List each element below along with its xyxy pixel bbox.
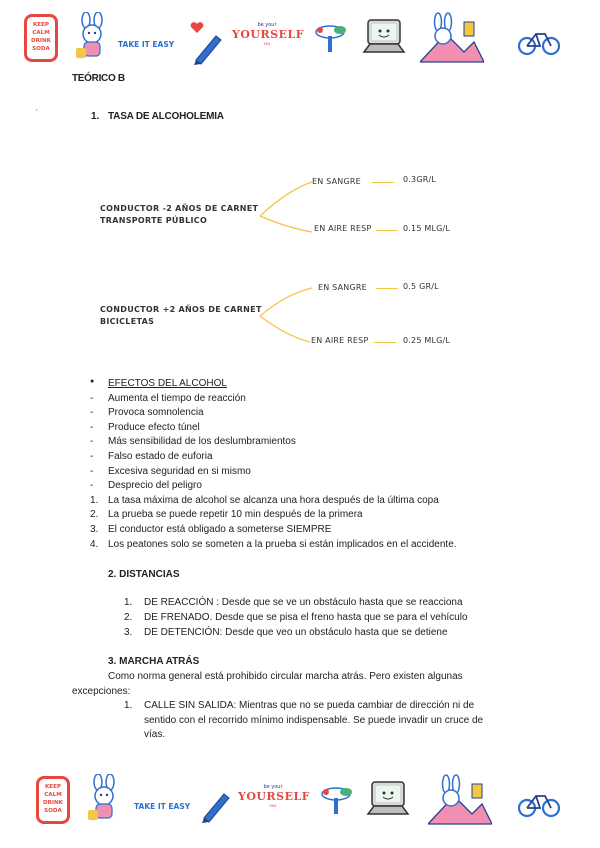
dash-marker: -: [90, 407, 94, 419]
page-title: TEÓRICO B: [72, 73, 125, 84]
distance-item-text: DE REACCIÓN : Desde que se ve un obstáculo hasta que se reacciona: [144, 597, 463, 608]
yourself-small-text: be your: [257, 22, 277, 28]
section3-title: 3. MARCHA ATRÁS: [108, 656, 200, 667]
alcohol-fact-text: El conductor está obligado a someterse SIEMPRE: [108, 524, 332, 535]
item-number: 2.: [90, 509, 99, 521]
item-number: 3.: [90, 524, 99, 535]
item-number: 1.: [124, 597, 133, 608]
pen-icon: [190, 30, 224, 66]
dash-marker: -: [90, 465, 94, 477]
yourself-sticker: [238, 784, 311, 808]
section3-item-line: vías.: [144, 729, 166, 741]
keep-calm-word: SODA: [32, 46, 50, 52]
dash-marker: -: [90, 480, 94, 492]
effect-item-text: Provoca somnolencia: [108, 407, 204, 419]
bunny-icon: [72, 12, 112, 64]
laptop-icon: [366, 778, 410, 822]
take-it-easy-sticker: TAKE IT EASY: [134, 802, 191, 811]
yourself-tail-text: xxx: [263, 41, 271, 46]
bullet-icon: ●: [90, 378, 95, 385]
pen-icon: [198, 788, 232, 824]
dash-marker: -: [90, 451, 94, 462]
diagram2-subject-line: CONDUCTOR +2 AÑOS DE CARNET: [100, 305, 262, 314]
effect-item-text: Desprecio del peligro: [108, 480, 202, 492]
diagram1-subject-line: TRANSPORTE PÚBLICO: [100, 216, 208, 225]
bicycle-icon: [518, 28, 560, 56]
laptop-icon: [362, 16, 406, 60]
effects-heading: EFECTOS DEL ALCOHOL: [108, 378, 227, 389]
keep-calm-sticker: [36, 776, 70, 824]
diagram1-subject-line: CONDUCTOR -2 AÑOS DE CARNET: [100, 204, 259, 213]
alcohol-rate-diagram-1: [0, 160, 600, 250]
alcohol-rate-diagram-2: [0, 270, 600, 360]
effect-item-text: Falso estado de euforia: [108, 451, 213, 462]
distance-item-text: DE DETENCIÓN: Desde que veo un obstáculo hasta que se detiene: [144, 627, 448, 638]
section3-item-line: sentido con el recorrido mínimo indispensable. Se puede invadir un cruce de: [144, 714, 484, 726]
diagram2-connector-top: [376, 288, 398, 289]
item-number: 2.: [124, 612, 133, 623]
dash-marker: -: [90, 436, 94, 448]
diagram2-subject-line: BICICLETAS: [100, 317, 155, 326]
yourself-word: YOURSELF: [232, 28, 305, 41]
bunny-icon: [84, 774, 124, 826]
parasol-icon: [316, 782, 356, 822]
section3-item-line: CALLE SIN SALIDA: Mientras que no se pueda cambiar de dirección ni de: [144, 700, 475, 711]
alcohol-fact-text: La tasa máxima de alcohol se alcanza una hora después de la última copa: [108, 494, 439, 506]
keep-calm-sticker: [24, 14, 58, 62]
keep-calm-word: DRINK: [42, 800, 64, 806]
keep-calm-word: CALM: [44, 792, 62, 798]
diagram2-value-bottom: 0.25 MLG/L: [403, 336, 451, 345]
bullet-mark: ': [36, 108, 38, 117]
effect-item-text: Aumenta el tiempo de reacción: [108, 392, 246, 404]
diagram2-branch-top: EN SANGRE: [318, 283, 367, 292]
keep-calm-word: SODA: [44, 808, 62, 814]
diagram1-value-bottom: 0.15 MLG/L: [403, 224, 451, 233]
sticker-row-bottom: [0, 772, 600, 832]
diagram2-branch-lines: [258, 286, 318, 346]
item-number: 1.: [90, 494, 99, 506]
yourself-word: YOURSELF: [238, 790, 311, 803]
bicycle-icon: [518, 790, 560, 818]
keep-calm-word: CALM: [32, 30, 50, 36]
diagram2-value-top: 0.5 GR/L: [403, 282, 439, 291]
section3-item-text: [144, 699, 483, 743]
alcohol-fact-text: La prueba se puede repetir 10 min después de la primera: [108, 509, 363, 521]
diagram1-value-top: 0.3GR/L: [403, 175, 437, 184]
distance-item-text: DE FRENADO. Desde que se pisa el freno hasta que se para el vehículo: [144, 612, 468, 623]
bunny-mountain-icon: [428, 774, 492, 830]
section3-item-number: 1.: [124, 700, 133, 711]
yourself-small-text: be your: [263, 784, 283, 790]
diagram2-branch-bottom: EN AIRE RESP: [311, 336, 369, 345]
alcohol-fact-text: Los peatones solo se someten a la prueba si están implicados en el accidente.: [108, 538, 457, 550]
diagram1-branch-lines: [258, 180, 318, 234]
keep-calm-word: KEEP: [32, 22, 50, 28]
section3-intro-line2: excepciones:: [72, 686, 131, 697]
take-it-easy-sticker: TAKE IT EASY: [118, 40, 175, 49]
diagram1-connector-bottom: [376, 230, 398, 231]
yourself-tail-text: xxx: [269, 803, 277, 808]
section3-intro-line1: Como norma general está prohibido circular marcha atrás. Pero existen algunas: [108, 671, 463, 682]
sticker-row-top: [0, 12, 600, 72]
effect-item-text: Produce efecto túnel: [108, 421, 200, 433]
section1-title: TASA DE ALCOHOLEMIA: [108, 111, 224, 122]
item-number: 3.: [124, 627, 133, 638]
keep-calm-word: DRINK: [30, 38, 52, 44]
item-number: 4.: [90, 538, 99, 550]
yourself-sticker: [232, 22, 305, 46]
effect-item-text: Más sensibilidad de los deslumbramientos: [108, 436, 296, 448]
effect-item-text: Excesiva seguridad en si mismo: [108, 465, 251, 477]
parasol-icon: [310, 20, 350, 60]
diagram1-connector-top: [372, 182, 394, 183]
diagram1-branch-top: EN SANGRE: [312, 177, 361, 186]
keep-calm-word: KEEP: [44, 784, 62, 790]
section1-number: 1.: [91, 111, 100, 122]
dash-marker: -: [90, 421, 94, 433]
diagram2-connector-bottom: [374, 342, 396, 343]
section2-title: 2. DISTANCIAS: [108, 569, 180, 580]
dash-marker: -: [90, 392, 94, 404]
bunny-mountain-icon: [420, 12, 484, 68]
diagram1-branch-bottom: EN AIRE RESP: [314, 224, 372, 233]
